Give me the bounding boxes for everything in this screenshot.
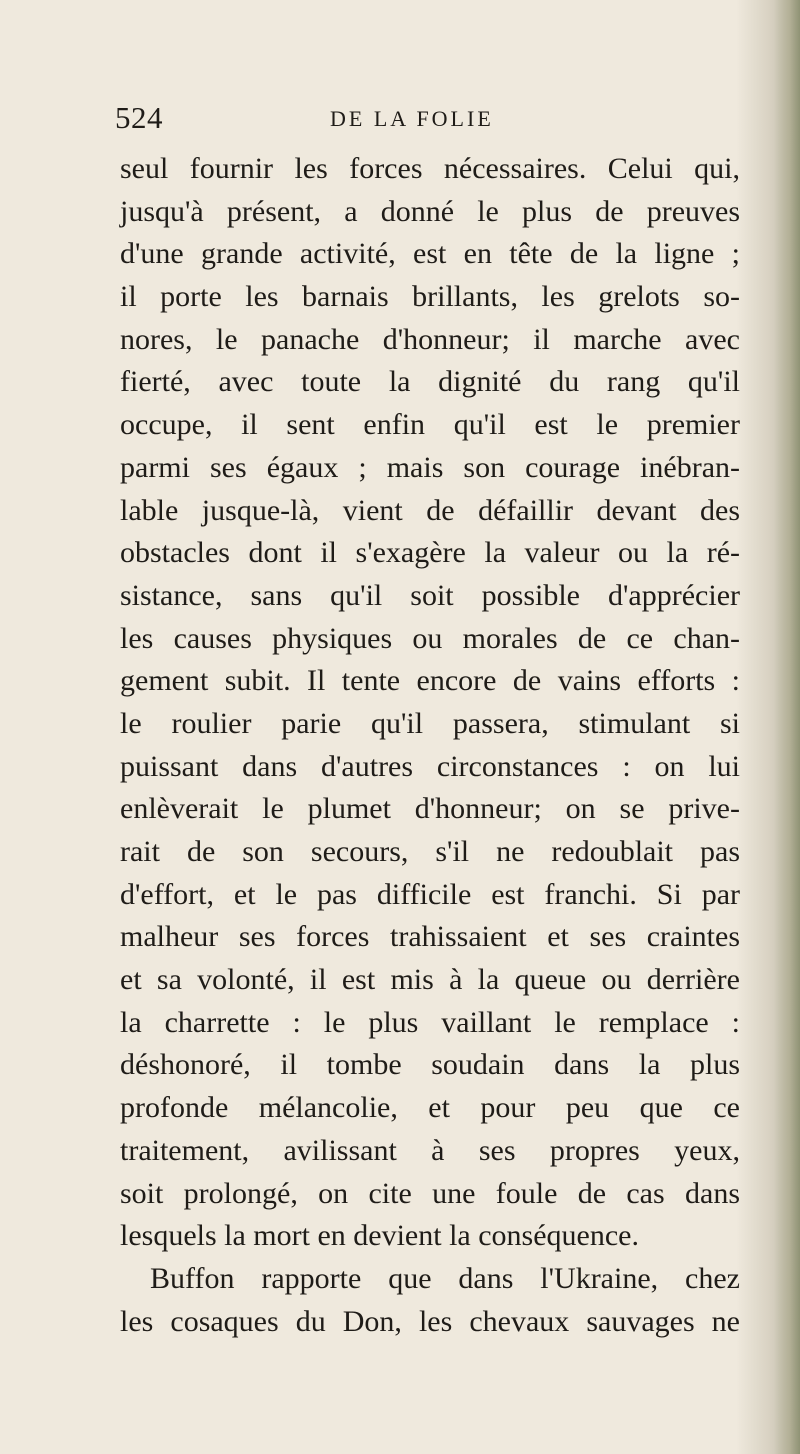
text-line: d'une grande activité, est en tête de la ligne ;	[120, 237, 740, 271]
text-line: sistance, sans qu'il soit possible d'apprécier	[120, 578, 740, 612]
text-line: puissant dans d'autres circonstances : on lui	[120, 749, 740, 783]
text-line: et sa volonté, il est mis à la queue ou derrière	[120, 963, 740, 997]
running-head	[115, 100, 715, 140]
text-line: nores, le panache d'honneur; il marche avec	[120, 322, 740, 356]
text-line: gement subit. Il tente encore de vains efforts :	[120, 664, 740, 698]
text-line: les causes physiques ou morales de ce chan-	[120, 621, 740, 655]
running-title: DE LA FOLIE	[330, 106, 494, 131]
text-line: fierté, avec toute la dignité du rang qu'il	[120, 365, 740, 399]
text-line: obstacles dont il s'exagère la valeur ou la ré-	[120, 536, 740, 570]
page-edge-shadow	[774, 0, 800, 1454]
text-line: traitement, avilissant à ses propres yeux,	[120, 1133, 740, 1167]
page-number: 524	[115, 100, 163, 135]
text-line: profonde mélancolie, et pour peu que ce	[120, 1091, 740, 1125]
text-line: rait de son secours, s'il ne redoublait pas	[120, 835, 740, 868]
text-line: déshonoré, il tombe soudain dans la plus	[120, 1048, 740, 1082]
text-line: les cosaques du Don, les chevaux sauvages ne	[120, 1304, 740, 1338]
text-line: jusqu'à présent, a donné le plus de preuves	[120, 194, 740, 228]
text-line: lable jusque-là, vient de défaillir devant des	[120, 493, 740, 527]
text-line: la charrette : le plus vaillant le remplace :	[120, 1005, 740, 1039]
text-line: enlèverait le plumet d'honneur; on se prive-	[120, 792, 740, 826]
text-line: il porte les barnais brillants, les grelots so-	[120, 280, 740, 314]
text-line: le roulier parie qu'il passera, stimulant si	[120, 706, 740, 740]
body-text	[120, 148, 740, 1343]
text-line: parmi ses égaux ; mais son courage inébran-	[120, 450, 740, 484]
text-line: Buffon rapporte que dans l'Ukraine, chez	[150, 1261, 740, 1295]
text-line: seul fournir les forces nécessaires. Celui qui,	[120, 152, 740, 185]
text-line: soit prolongé, on cite une foule de cas dans	[120, 1176, 740, 1210]
text-line: occupe, il sent enfin qu'il est le premier	[120, 408, 740, 442]
text-line: d'effort, et le pas difficile est franchi. Si par	[120, 877, 740, 911]
text-line: lesquels la mort en devient la conséquence.	[120, 1219, 639, 1253]
text-line: malheur ses forces trahissaient et ses craintes	[120, 920, 740, 954]
